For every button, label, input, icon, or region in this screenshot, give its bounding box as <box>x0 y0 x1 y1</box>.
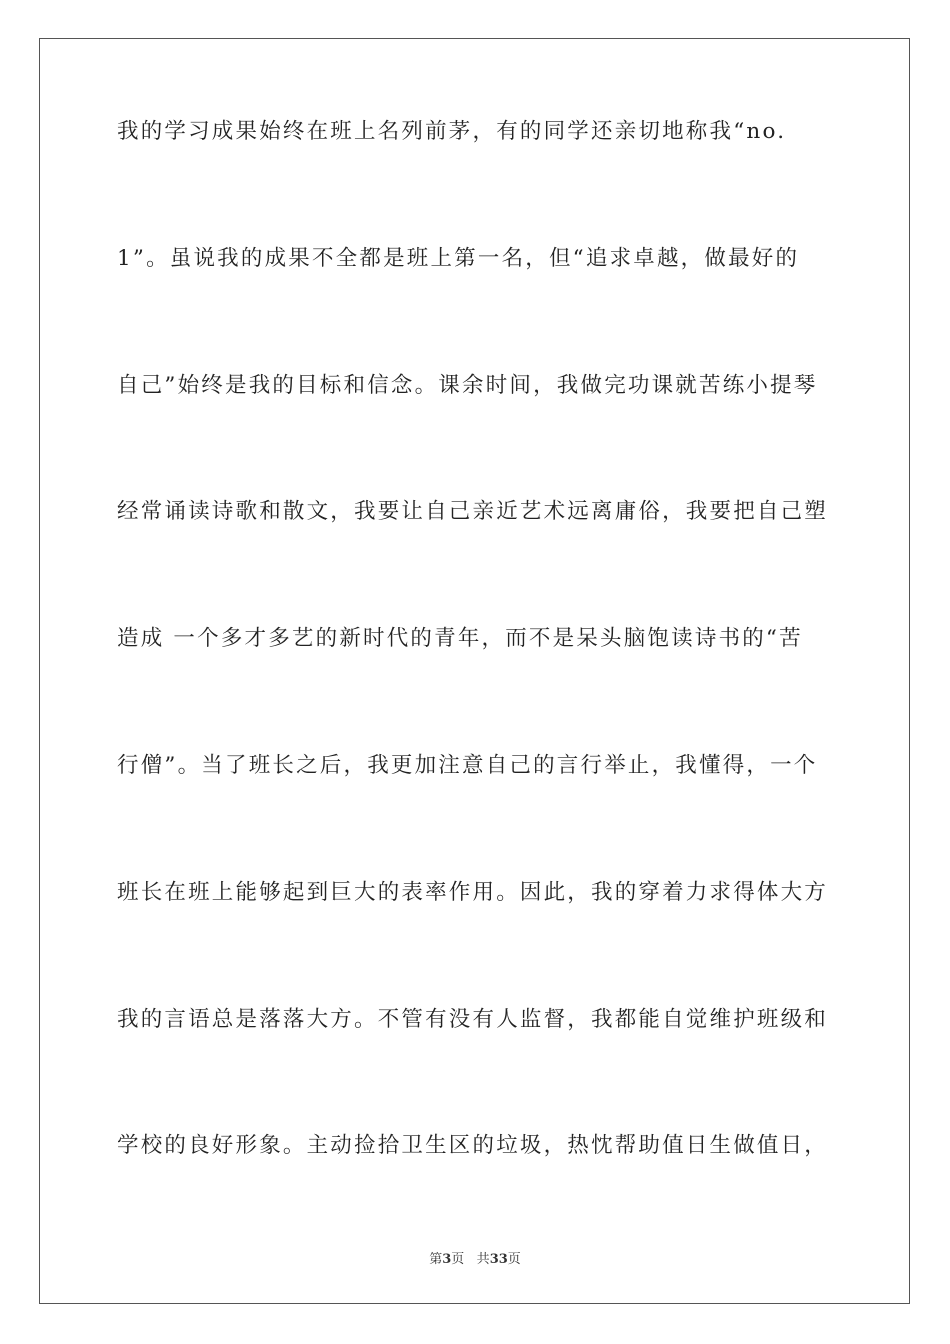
text-line-8: 我的言语总是落落大方。不管有没有人监督，我都能自觉维护班级和 <box>117 1006 829 1032</box>
text-line-5: 造成 一个多才多艺的新时代的青年，而不是呆头脑饱读诗书的“苦 <box>117 626 803 652</box>
text-line-3: 自己”始终是我的目标和信念。课余时间，我做完功课就苦练小提琴 <box>117 372 818 398</box>
page-prefix: 第 <box>429 1252 443 1267</box>
page-suffix: 页 <box>451 1252 465 1267</box>
page-footer <box>0 1248 950 1267</box>
text-line-2: 1”。虽说我的成果不全都是班上第一名，但“追求卓越，做最好的 <box>117 245 800 271</box>
total-pages: 33 <box>489 1252 508 1267</box>
page-number: 3 <box>442 1252 452 1267</box>
total-prefix: 共 <box>476 1252 490 1267</box>
text-line-9: 学校的良好形象。主动捡拾卫生区的垃圾，热忱帮助值日生做值日， <box>117 1133 829 1159</box>
document-body <box>117 118 837 1259</box>
total-suffix: 页 <box>507 1252 521 1267</box>
text-line-4: 经常诵读诗歌和散文，我要让自己亲近艺术远离庸俗，我要把自己塑 <box>117 499 829 525</box>
text-line-1: 我的学习成果始终在班上名列前茅，有的同学还亲切地称我“no. <box>117 119 787 144</box>
text-line-6: 行僧”。当了班长之后，我更加注意自己的言行举止，我懂得，一个 <box>117 752 818 778</box>
text-line-7: 班长在班上能够起到巨大的表率作用。因此，我的穿着力求得体大方 <box>117 879 829 905</box>
